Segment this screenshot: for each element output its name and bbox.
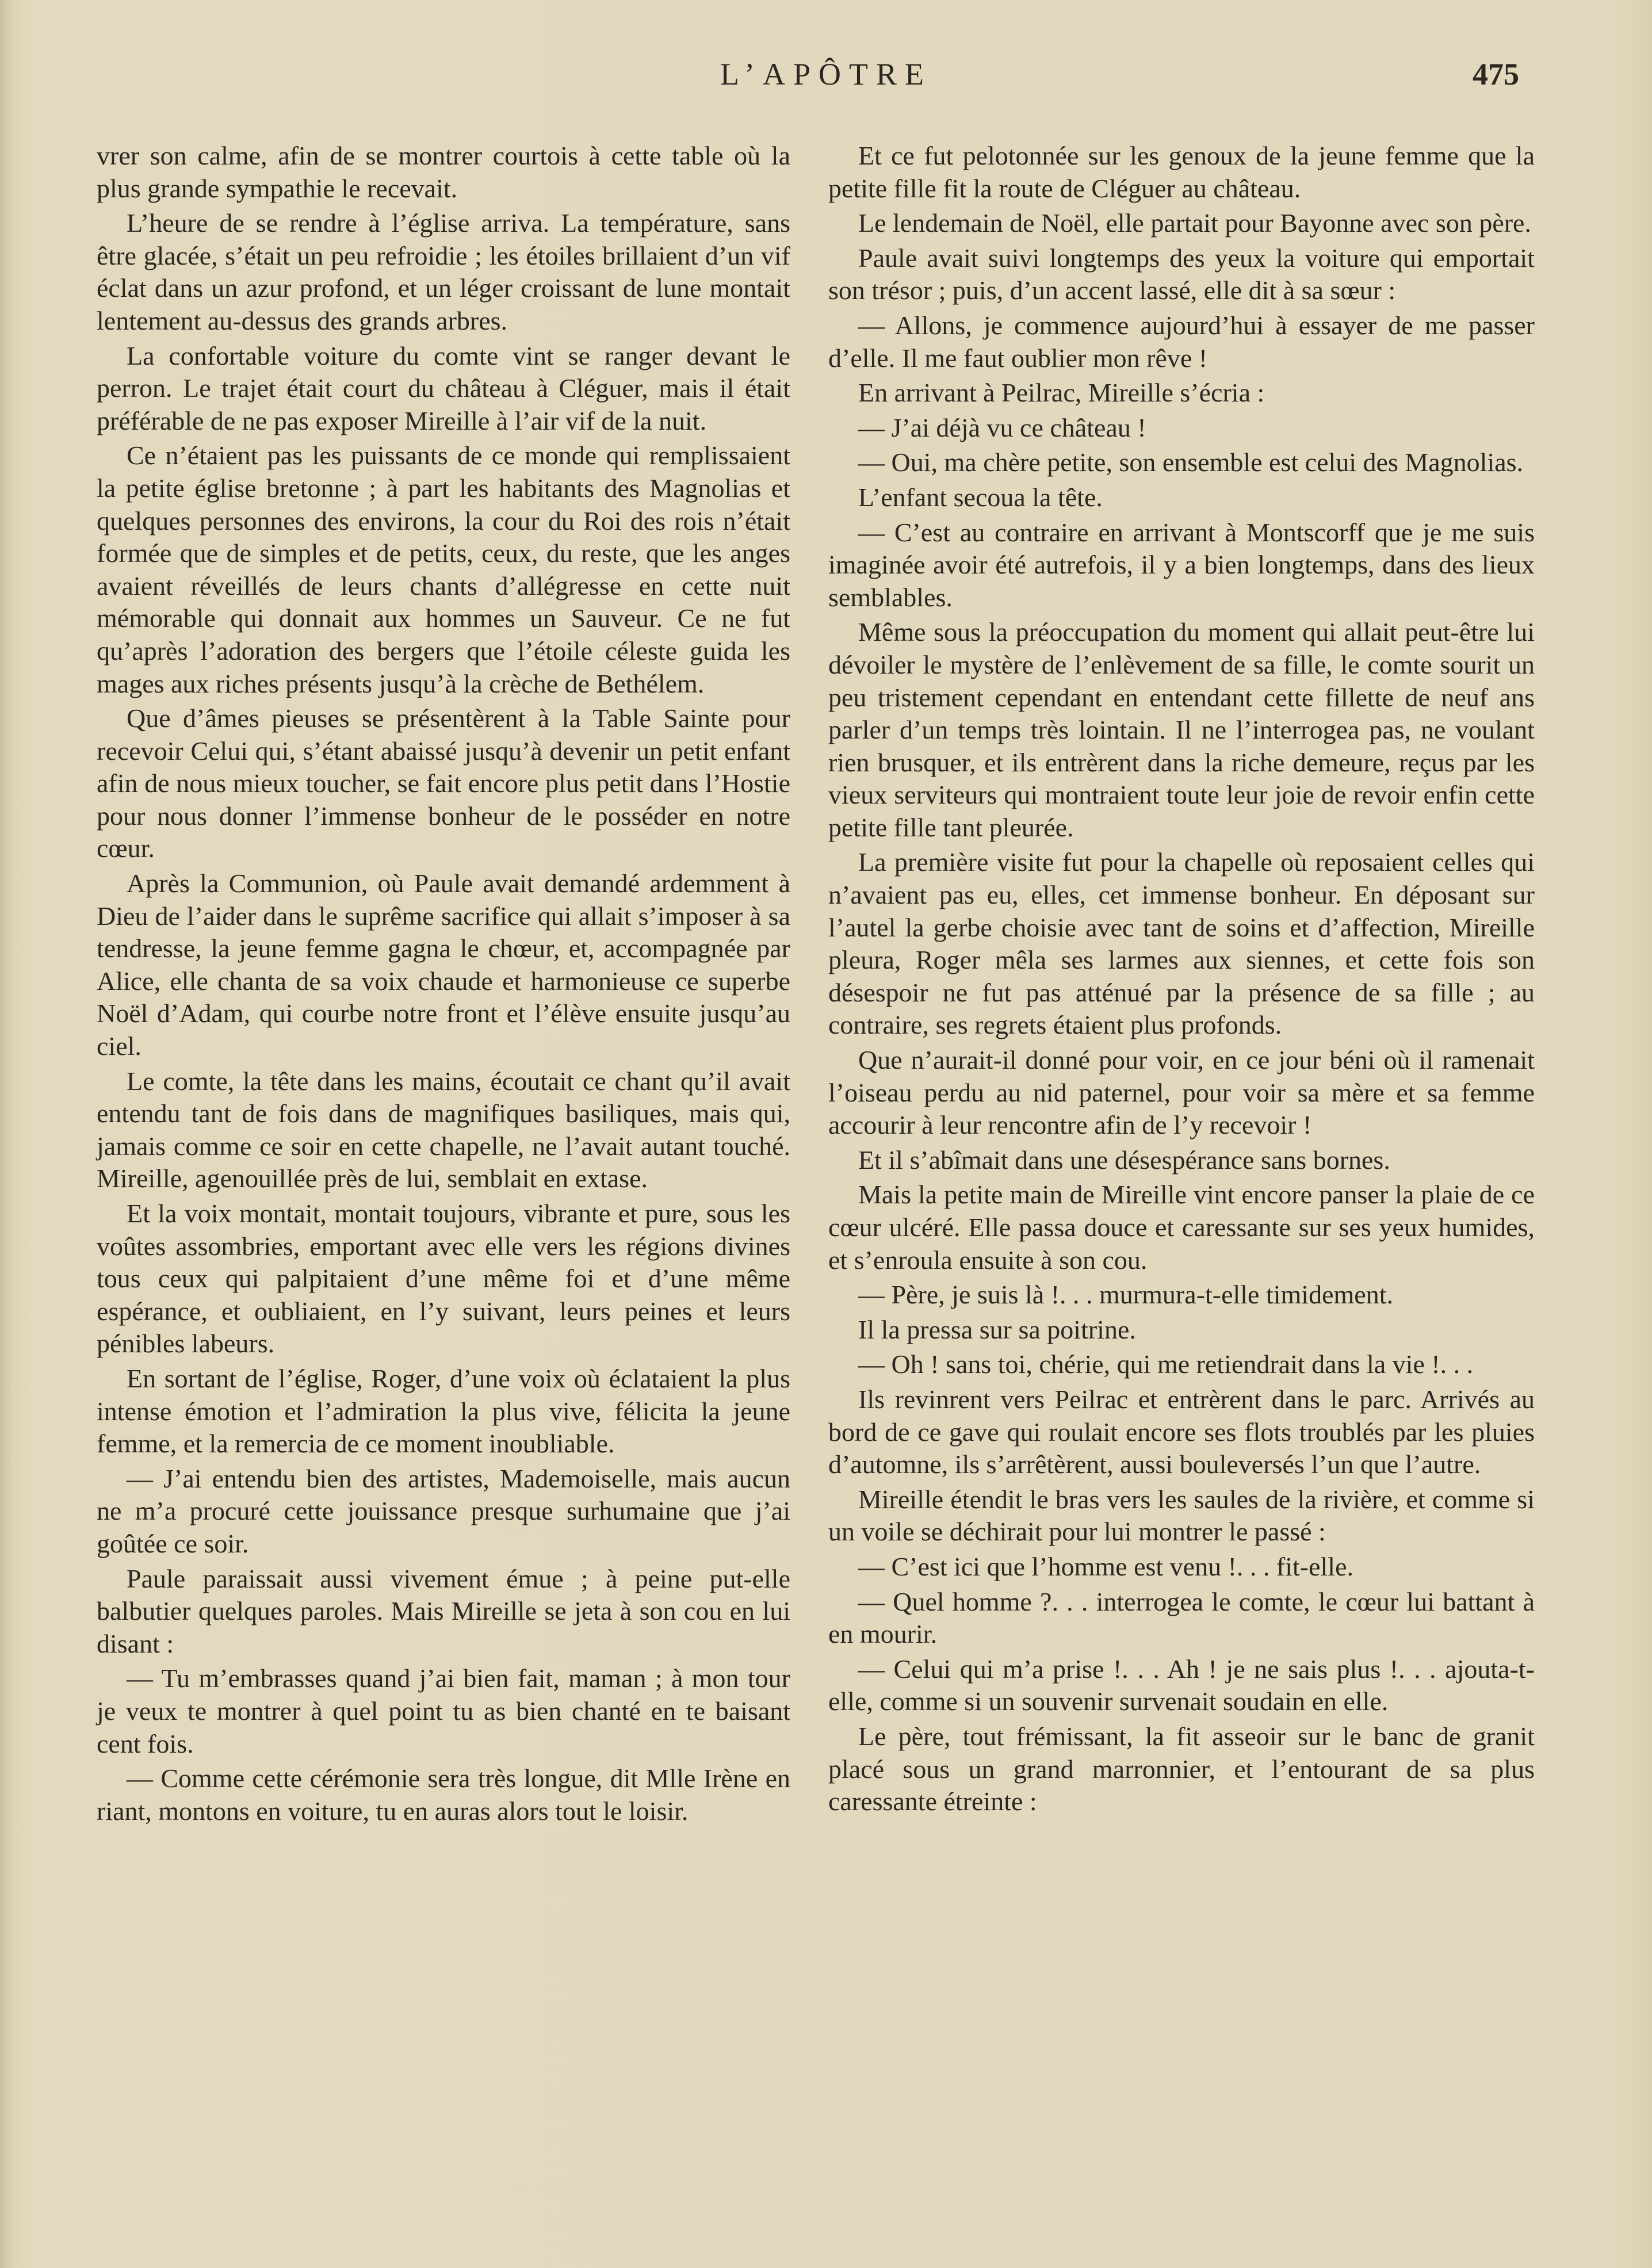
paragraph: — Oui, ma chère petite, son ensemble est celui des Magnolias. <box>858 448 1524 477</box>
paragraph: Mireille étendit le bras vers les saules de la rivière, et comme si un voile se déchirait pour lui montrer le passé : <box>828 1484 1535 1547</box>
paragraph: Paule paraissait aussi vivement émue ; à peine put-elle balbutier quelques paroles. Mais Mireille se jeta à son cou en lui disant : <box>97 1563 790 1658</box>
paragraph: En sortant de l’église, Roger, d’une voix où éclataient la plus intense émotion et l’admiration la plus vive, félicita la jeune femme, et la remercia de ce moment inoubliable. <box>97 1363 790 1459</box>
paragraph: Et ce fut pelotonnée sur les genoux de la jeune femme que la petite fille fit la route de Cléguer au château. <box>828 141 1535 203</box>
page-number: 475 <box>1473 57 1519 91</box>
paragraph: — Quel homme ?. . . interrogea le comte, le cœur lui battant à en mourir. <box>828 1586 1535 1649</box>
paragraph: Que d’âmes pieuses se présentèrent à la Table Sainte pour recevoir Celui qui, s’étant abaissé jusqu’à devenir un petit enfant afin de nous mieux toucher, se fait encore plus petit dans l’Hostie pour nous donner l’immense bonheur de le posséder en notre cœur. <box>97 703 790 863</box>
paragraph: — C’est au contraire en arrivant à Montscorff que je me suis imaginée avoir été autrefois, il y a bien longtemps, dans des lieux semblables. <box>828 517 1535 612</box>
paragraph: — Père, je suis là !. . . murmura-t-elle timidement. <box>858 1280 1393 1310</box>
paragraph: Même sous la préoccupation du moment qui allait peut-être lui dévoiler le mystère de l’enlèvement de sa fille, le comte sourit un peu tristement cependant en entendant cette fillette de neuf ans parler d’un temps très lointain. Il ne l’interrogea pas, ne voulant rien brusquer, et ils entrèrent dans la riche demeure, reçus par les vieux serviteurs qui montraient toute leur joie de revoir enfin cette petite fille tant pleurée. <box>828 617 1535 842</box>
paragraph: — Tu m’embrasses quand j’ai bien fait, maman ; à mon tour je veux te montrer à quel point tu as bien chanté en te baisant cent fois. <box>97 1663 790 1758</box>
paragraph: L’heure de se rendre à l’église arriva. La température, sans être glacée, s’était un peu refroidie ; les étoiles brillaient d’un vif éclat dans un azur profond, et un léger croissant de lune montait lentement au-dessus des grands arbres. <box>97 208 790 335</box>
paragraph: Le lendemain de Noël, elle partait pour Bayonne avec son père. <box>858 208 1531 238</box>
paragraph: Le père, tout frémissant, la fit asseoir sur le banc de granit placé sous un grand marronnier, et l’entourant de sa plus caressante étreinte : <box>828 1721 1535 1816</box>
paragraph: Le comte, la tête dans les mains, écoutait ce chant qu’il avait entendu tant de fois dans de magnifiques basiliques, mais qui, jamais comme ce soir en cette chapelle, ne l’avait autant touché. Mireille, agenouillée près de lui, semblait en extase. <box>97 1066 790 1194</box>
paragraph: Que n’aurait-il donné pour voir, en ce jour béni où il ramenait l’oiseau perdu au nid paternel, pour voir sa mère et sa femme accourir à leur rencontre afin de l’y recevoir ! <box>828 1045 1535 1140</box>
left-column <box>97 140 790 1830</box>
paragraph: L’enfant secoua la tête. <box>858 482 1103 512</box>
running-title: L’APÔTRE <box>720 57 932 91</box>
paragraph: La confortable voiture du comte vint se ranger devant le perron. Le trajet était court du château à Cléguer, mais il était préférable de ne pas exposer Mireille à l’air vif de la nuit. <box>97 341 790 435</box>
paragraph: En arrivant à Peilrac, Mireille s’écria : <box>858 378 1265 408</box>
paragraph: Mais la petite main de Mireille vint encore panser la plaie de ce cœur ulcéré. Elle passa douce et caressante sur ses yeux humides, et s’enroula ensuite à son cou. <box>828 1180 1535 1275</box>
paragraph: Paule avait suivi longtemps des yeux la voiture qui emportait son trésor ; puis, d’un accent lassé, elle dit à sa sœur : <box>828 243 1535 305</box>
paragraph: Il la pressa sur sa poitrine. <box>858 1314 1136 1344</box>
paragraph: La première visite fut pour la chapelle où reposaient celles qui n’avaient pas eu, elles, cet immense bonheur. En déposant sur l’autel la gerbe choisie avec tant de soins et d’affection, Mireille pleura, Roger mêla ses larmes aux siennes, et cette fois son désespoir ne fut pas atténué par la présence de sa fille ; au contraire, ses regrets étaient plus profonds. <box>828 847 1535 1040</box>
paragraph: — Comme cette cérémonie sera très longue, dit Mlle Irène en riant, montons en voiture, tu en auras alors tout le loisir. <box>97 1764 790 1826</box>
paragraph: — Allons, je commence aujourd’hui à essayer de me passer d’elle. Il me faut oublier mon rêve ! <box>828 310 1535 373</box>
paragraph: Ils revinrent vers Peilrac et entrèrent dans le parc. Arrivés au bord de ce gave qui roulait encore ses flots troublés par les pluies d’automne, ils s’arrêtèrent, aussi bouleversés l’un que l’autre. <box>828 1384 1535 1479</box>
paragraph: — C’est ici que l’homme est venu !. . . fit-elle. <box>858 1551 1353 1581</box>
paragraph: — J’ai déjà vu ce château ! <box>858 412 1146 442</box>
paragraph: — Oh ! sans toi, chérie, qui me retiendrait dans la vie !. . . <box>858 1349 1474 1379</box>
right-column <box>828 140 1535 1820</box>
paragraph: Après la Communion, où Paule avait demandé ardemment à Dieu de l’aider dans le suprême sacrifice qui allait s’imposer à sa tendresse, la jeune femme gagna le chœur, et, accompagnée par Alice, elle chanta de sa voix chaude et harmonieuse ce superbe Noël d’Adam, qui courbe notre front et l’élève ensuite jusqu’au ciel. <box>97 869 790 1061</box>
paragraph: Ce n’étaient pas les puissants de ce monde qui remplissaient la petite église bretonne ; à part les habitants des Magnolias et quelques personnes des environs, la cour du Roi des rois n’était formée que de simples et de petits, ceux, du reste, que les anges avaient réveillés de leurs chants d’allégresse en cette nuit mémorable qui donnait aux hommes un Sauveur. Ce ne fut qu’après l’adoration des bergers que l’étoile céleste guida les mages aux riches présents jusqu’à la crèche de Bethélem. <box>97 441 790 698</box>
paragraph: vrer son calme, afin de se montrer courtois à cette table où la plus grande sympathie le recevait. <box>97 141 790 203</box>
paragraph: — Celui qui m’a prise !. . . Ah ! je ne sais plus !. . . ajouta-t-elle, comme si un souvenir survenait soudain en elle. <box>828 1654 1535 1716</box>
paragraph: Et la voix montait, montait toujours, vibrante et pure, sous les voûtes assombries, emportant avec elle vers les régions divines tous ceux qui palpitaient d’une même foi et d’une même espérance, et oubliaient, en l’y suivant, leurs peines et leurs pénibles labeurs. <box>97 1199 790 1359</box>
paragraph: Et il s’abîmait dans une désespérance sans bornes. <box>858 1145 1390 1175</box>
paragraph: — J’ai entendu bien des artistes, Mademoiselle, mais aucun ne m’a procuré cette jouissance presque surhumaine que j’ai goûtée ce soir. <box>97 1463 790 1558</box>
